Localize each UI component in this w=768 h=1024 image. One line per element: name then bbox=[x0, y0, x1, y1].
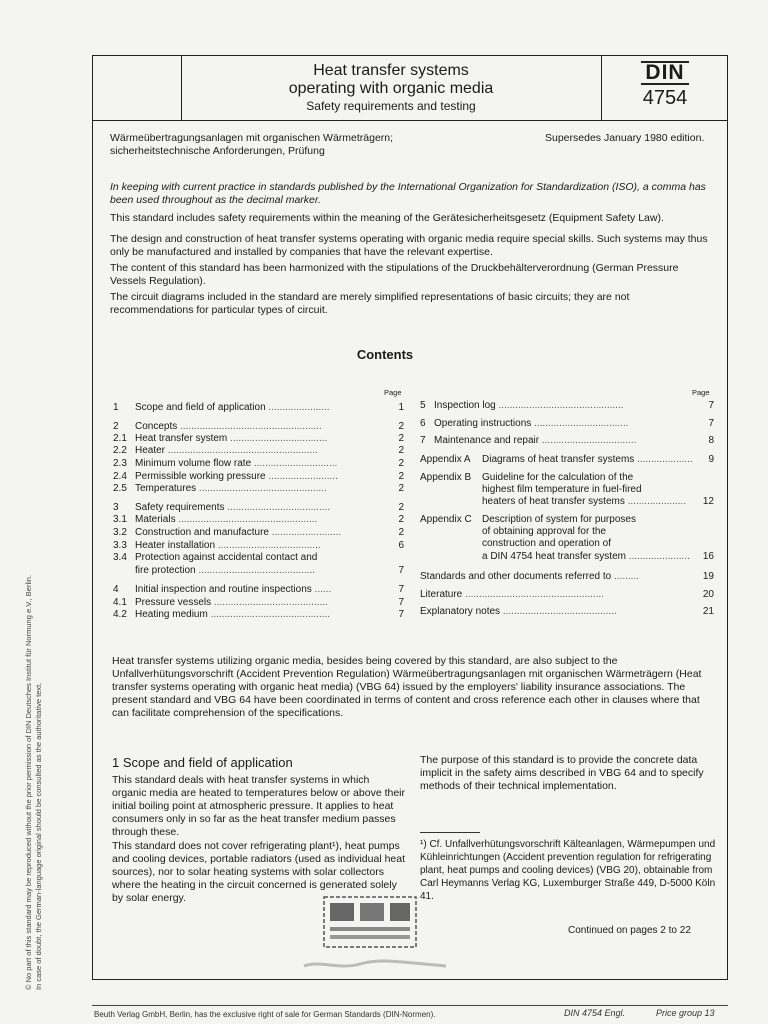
toc-leader-dots: ................................... bbox=[227, 433, 328, 444]
title-cell bbox=[181, 56, 601, 120]
toc-entry bbox=[113, 402, 330, 413]
toc-entry-title: Literature bbox=[420, 589, 463, 600]
toc-leader-dots: ............................................. bbox=[495, 400, 624, 411]
footer-rule bbox=[92, 1005, 728, 1006]
toc-leader-dots: ......................................... bbox=[211, 597, 328, 608]
toc-entry-title: Construction and manufacture bbox=[135, 527, 269, 538]
toc-entry-number: 5 bbox=[420, 400, 426, 411]
toc-leader-dots: ..................................... bbox=[215, 540, 321, 551]
copyright-side-note-line-2: In case of doubt, the German-language original should be consulted as the authoritative text. bbox=[34, 682, 43, 990]
din-number: 4754 bbox=[642, 87, 688, 109]
toc-entry-number: Appendix B bbox=[420, 472, 472, 483]
toc-entry-page: 7 bbox=[708, 400, 714, 411]
contents-page-label-right: Page bbox=[692, 388, 710, 397]
iso-note: In keeping with current practice in standards published by the International Organization for Standardization (ISO), a comma has been used throughout as the decimal marker. bbox=[110, 181, 706, 206]
toc-entry-page: 20 bbox=[702, 589, 714, 600]
toc-entry-number: 3.2 bbox=[113, 527, 127, 538]
toc-entry-title: Inspection log bbox=[434, 400, 496, 411]
section-1-right-paragraph: The purpose of this standard is to provide the concrete data implicit in the safety aims described in VBG 64 and to specify methods of their technical implementation. bbox=[420, 754, 704, 792]
toc-entry-title: Standards and other documents referred to bbox=[420, 571, 612, 582]
toc-leader-dots: ......... bbox=[611, 571, 640, 582]
toc-leader-dots: .............................................. bbox=[196, 483, 327, 494]
toc-entry bbox=[113, 421, 322, 432]
toc-entry-title: a DIN 4754 heat transfer system bbox=[482, 551, 626, 562]
footnote: ¹) Cf. Unfallverhütungsvorschrift Kälteanlagen, Wärmepumpen und Kühleinrichtungen (Accident prevention regulation for refrigerating plant, heat pumps and cooling devices) (VBG 20), obtainable from Carl Heymanns Verlag KG, Luxemburger Straße 449, D-5000 Köln 41. bbox=[420, 839, 716, 902]
toc-entry bbox=[420, 472, 633, 483]
toc-entry bbox=[420, 589, 604, 600]
toc-entry-number: 7 bbox=[420, 435, 426, 446]
toc-entry-title: Heating medium bbox=[135, 609, 208, 620]
toc-leader-dots: .................................. bbox=[539, 435, 637, 446]
toc-entry-title: Explanatory notes bbox=[420, 606, 501, 617]
toc-leader-dots: .................... bbox=[634, 454, 693, 465]
toc-entry-number: 3.3 bbox=[113, 540, 127, 551]
footer-sales-note: Beuth Verlag GmbH, Berlin, has the exclusive right of sale for German Standards (DIN-Normen). bbox=[94, 1010, 436, 1019]
intro-paragraph-4: The circuit diagrams included in the standard are merely simplified representations of basic circuits; they are not recommendations for particular types of circuit. bbox=[110, 291, 630, 316]
toc-entry-page: 12 bbox=[702, 496, 714, 507]
toc-entry-title: Maintenance and repair bbox=[434, 435, 540, 446]
toc-entry-page: 2 bbox=[398, 483, 404, 494]
toc-entry-title: of obtaining approval for the bbox=[482, 526, 606, 537]
toc-leader-dots: ......................................... bbox=[500, 606, 617, 617]
contents-heading: Contents bbox=[356, 347, 414, 362]
toc-entry-number: 2.4 bbox=[113, 471, 127, 482]
toc-entry-page: 2 bbox=[398, 527, 404, 538]
toc-leader-dots: .................................. bbox=[531, 418, 629, 429]
toc-entry-title: Heater installation bbox=[135, 540, 216, 551]
library-stamp bbox=[320, 893, 420, 951]
toc-entry-number: Appendix C bbox=[420, 514, 472, 525]
toc-entry-number: 2.3 bbox=[113, 458, 127, 469]
contents-page-label-left: Page bbox=[384, 388, 402, 397]
toc-entry bbox=[420, 496, 686, 507]
toc-entry bbox=[113, 458, 337, 469]
toc-entry bbox=[113, 609, 330, 620]
toc-entry bbox=[420, 454, 693, 465]
toc-entry bbox=[420, 571, 639, 582]
toc-entry-title: Permissible working pressure bbox=[135, 471, 266, 482]
toc-entry bbox=[420, 514, 636, 525]
toc-entry-title: Minimum volume flow rate bbox=[135, 458, 252, 469]
toc-entry bbox=[113, 502, 330, 513]
toc-entry-page: 7 bbox=[398, 565, 404, 576]
toc-leader-dots: .............................. bbox=[251, 458, 338, 469]
toc-leader-dots: .......................................... bbox=[195, 565, 316, 576]
toc-entry-page: 2 bbox=[398, 502, 404, 513]
section-1-paragraph-2: This standard does not cover refrigerating plant¹), heat pumps and cooling devices, portable radiators (used as individual heat sources), nor to solar heating systems with solar collectors where the heating in the circuit concerned is generated solely by solar energy. bbox=[112, 840, 406, 904]
toc-entry-number: 4 bbox=[113, 584, 119, 595]
toc-leader-dots: ................................................... bbox=[177, 421, 322, 432]
din-logo: DIN bbox=[641, 61, 688, 85]
toc-leader-dots: ...................... bbox=[265, 402, 330, 413]
footer-document-id: DIN 4754 Engl. bbox=[564, 1008, 626, 1018]
toc-entry bbox=[113, 527, 341, 538]
title-block bbox=[93, 56, 727, 121]
subtitle: Safety requirements and testing bbox=[306, 99, 476, 113]
toc-entry-number: 2.5 bbox=[113, 483, 127, 494]
toc-entry bbox=[420, 435, 636, 446]
toc-entry-number: 3.1 bbox=[113, 514, 127, 525]
toc-entry bbox=[113, 565, 315, 576]
intro-paragraph-1: This standard includes safety requirements within the meaning of the Gerätesicherheitsgesetz (Equipment Safety Law). bbox=[110, 212, 664, 224]
toc-entry-page: 1 bbox=[398, 402, 404, 413]
toc-entry-title: Heater bbox=[135, 445, 166, 456]
toc-entry-page: 2 bbox=[398, 445, 404, 456]
toc-entry bbox=[113, 552, 317, 563]
toc-entry-title: fire protection bbox=[135, 565, 196, 576]
din-cell bbox=[601, 56, 728, 120]
toc-entry-title: Description of system for purposes bbox=[482, 514, 636, 525]
toc-entry-title: Diagrams of heat transfer systems bbox=[482, 454, 635, 465]
toc-entry bbox=[420, 606, 617, 617]
copyright-side-note-line-1: © No part of this standard may be reproduced without the prior permission of DIN Deutsches Institut für Normung e.V., Berlin. bbox=[24, 574, 33, 990]
toc-entry bbox=[420, 484, 642, 495]
toc-entry bbox=[113, 584, 331, 595]
toc-leader-dots: ......................... bbox=[268, 527, 342, 538]
toc-entry-page: 19 bbox=[702, 571, 714, 582]
toc-entry-page: 2 bbox=[398, 421, 404, 432]
toc-entry-title: Protection against accidental contact and bbox=[135, 552, 318, 563]
toc-entry-title: Initial inspection and routine inspections bbox=[135, 584, 312, 595]
toc-entry-number: Appendix A bbox=[420, 454, 471, 465]
toc-entry bbox=[113, 483, 327, 494]
toc-entry-number: 1 bbox=[113, 402, 119, 413]
copyright-side-note bbox=[24, 575, 44, 990]
toc-leader-dots: ..................... bbox=[624, 496, 686, 507]
toc-leader-dots: .................................................. bbox=[462, 589, 604, 600]
toc-entry-title: highest film temperature in fuel-fired bbox=[482, 484, 642, 495]
german-title bbox=[110, 132, 510, 158]
continued-note: Continued on pages 2 to 22 bbox=[568, 925, 691, 936]
toc-entry bbox=[113, 471, 338, 482]
toc-entry-number: 2 bbox=[113, 421, 119, 432]
footnote-rule bbox=[420, 832, 480, 833]
faint-stamp-smudge bbox=[300, 956, 450, 974]
toc-entry bbox=[113, 445, 318, 456]
toc-entry-page: 16 bbox=[702, 551, 714, 562]
toc-entry-title: Materials bbox=[135, 514, 176, 525]
toc-entry bbox=[113, 540, 321, 551]
toc-entry-number: 2.1 bbox=[113, 433, 127, 444]
intro-paragraph-2: The design and construction of heat transfer systems operating with organic media require special skills. Such systems may thus only be manufactured and installed by companies that have the relevant expertise. bbox=[110, 233, 708, 258]
toc-entry-page: 9 bbox=[708, 454, 714, 465]
toc-leader-dots: .................................................. bbox=[175, 514, 318, 525]
toc-entry bbox=[420, 551, 690, 562]
toc-entry bbox=[420, 538, 611, 549]
toc-entry-page: 2 bbox=[398, 514, 404, 525]
toc-entry-page: 7 bbox=[398, 584, 404, 595]
toc-entry-title: heaters of heat transfer systems bbox=[482, 496, 625, 507]
supersedes-note: Supersedes January 1980 edition. bbox=[545, 132, 705, 144]
toc-leader-dots: ...... bbox=[311, 584, 332, 595]
toc-entry-title: construction and operation of bbox=[482, 538, 611, 549]
toc-leader-dots: ...................... bbox=[625, 551, 690, 562]
german-title-line-1: Wärmeübertragungsanlagen mit organischen Wärmeträgern; bbox=[110, 132, 394, 144]
toc-entry-number: 3.4 bbox=[113, 552, 127, 563]
toc-entry-title: Concepts bbox=[135, 421, 178, 432]
toc-entry bbox=[113, 433, 327, 444]
title-line-1: Heat transfer systems bbox=[313, 62, 469, 79]
toc-entry-page: 7 bbox=[708, 418, 714, 429]
toc-entry-number: 6 bbox=[420, 418, 426, 429]
title-line-2: operating with organic media bbox=[288, 80, 494, 97]
toc-entry-page: 6 bbox=[398, 540, 404, 551]
toc-entry-page: 8 bbox=[708, 435, 714, 446]
toc-entry-title: Operating instructions bbox=[434, 418, 532, 429]
toc-entry-number: 4.2 bbox=[113, 609, 127, 620]
toc-entry-title: Scope and field of application bbox=[135, 402, 266, 413]
toc-entry-title: Guideline for the calculation of the bbox=[482, 472, 634, 483]
toc-entry-page: 21 bbox=[702, 606, 714, 617]
toc-entry bbox=[420, 418, 629, 429]
toc-entry bbox=[113, 514, 317, 525]
toc-entry-page: 7 bbox=[398, 597, 404, 608]
toc-entry-title: Pressure vessels bbox=[135, 597, 212, 608]
toc-entry-title: Heat transfer system bbox=[135, 433, 228, 444]
footer-price-group: Price group 13 bbox=[656, 1008, 715, 1018]
toc-entry bbox=[113, 597, 328, 608]
toc-leader-dots: ........................................... bbox=[207, 609, 331, 620]
toc-leader-dots: ...................................................... bbox=[165, 445, 318, 456]
toc-entry-number: 3 bbox=[113, 502, 119, 513]
section-1-heading: 1 Scope and field of application bbox=[112, 755, 293, 770]
title-block-empty-cell bbox=[93, 56, 182, 120]
toc-entry bbox=[420, 400, 624, 411]
toc-entry-page: 2 bbox=[398, 458, 404, 469]
section-1-paragraph-1: This standard deals with heat transfer systems in which organic media are heated to temperatures below or above their initial boiling point at atmospheric pressure. It applies to heat consumers only in so far as the heat transfer medium passes through these. bbox=[112, 774, 406, 838]
german-title-line-2: sicherheitstechnische Anforderungen, Prüfung bbox=[110, 145, 325, 157]
toc-entry-number: 4.1 bbox=[113, 597, 127, 608]
intro-paragraph-3: The content of this standard has been harmonized with the stipulations of the Druckbehälterverordnung (German Pressure Vessels Regulation). bbox=[110, 262, 679, 287]
toc-entry-page: 7 bbox=[398, 609, 404, 620]
toc-entry bbox=[420, 526, 606, 537]
toc-entry-title: Temperatures bbox=[135, 483, 197, 494]
vbg-paragraph: Heat transfer systems utilizing organic media, besides being covered by this standard, are also subject to the Unfallverhütungsvorschrift (Accident Prevention Regulation) Wärmeübertragungsanlagen mit organischen Wärmeträgern (Heat transfer systems operating with organic heat media) (VBG 64) issued by the employers' liability insurance associations. The present standard and VBG 64 have been coordinated in terms of content and cross reference each other in clauses where that can facilitate comprehension of the specifications. bbox=[112, 655, 702, 719]
toc-entry-page: 2 bbox=[398, 471, 404, 482]
toc-entry-page: 2 bbox=[398, 433, 404, 444]
toc-leader-dots: ......................... bbox=[265, 471, 338, 482]
toc-entry-title: Safety requirements bbox=[135, 502, 225, 513]
toc-entry-number: 2.2 bbox=[113, 445, 127, 456]
toc-leader-dots: ..................................... bbox=[224, 502, 331, 513]
